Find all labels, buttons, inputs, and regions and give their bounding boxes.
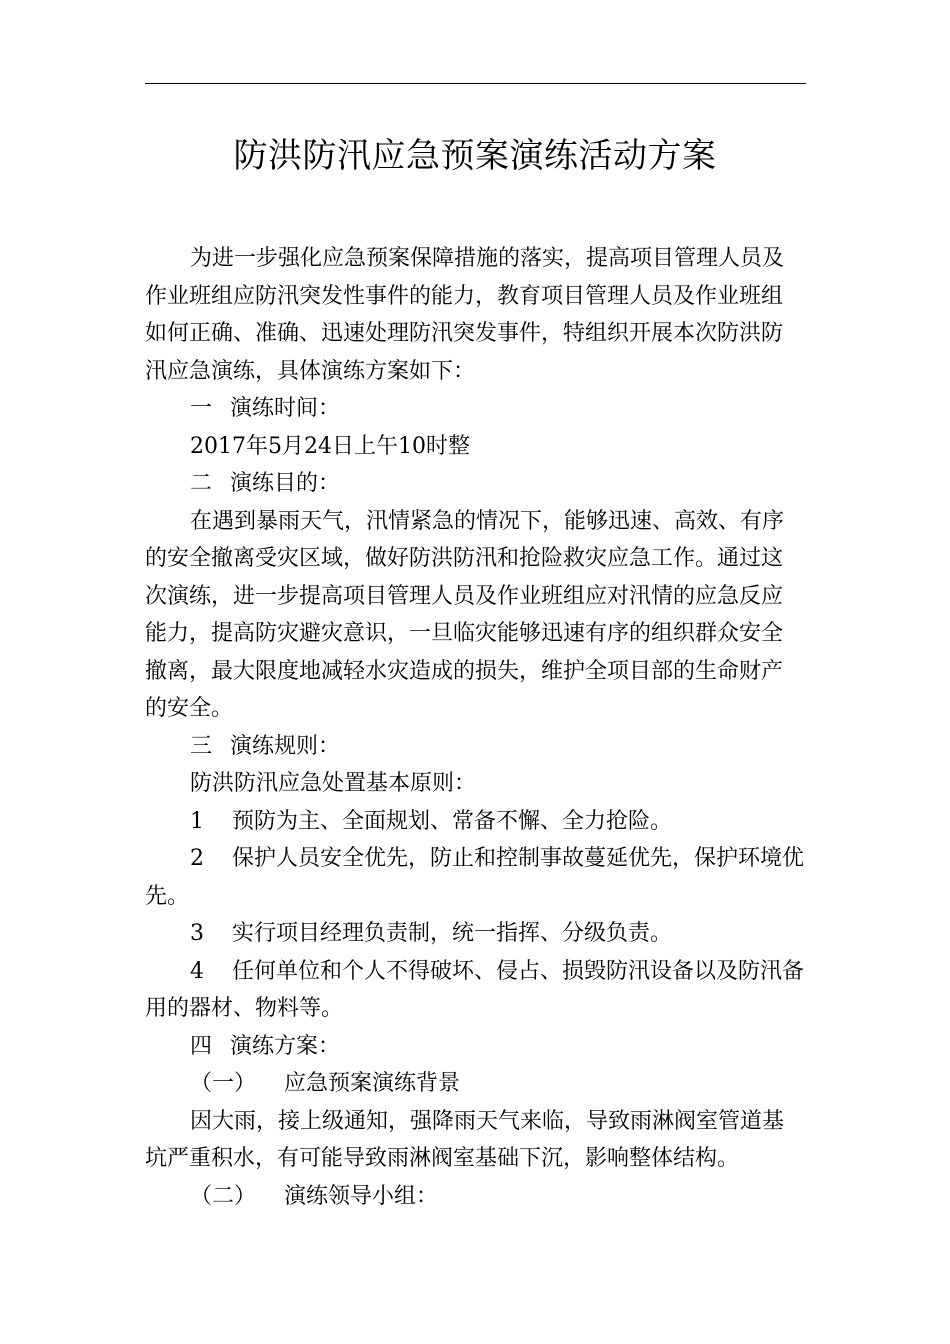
- rule-text: 预防为主、全面规划、常备不懈、全力抢险。: [232, 808, 673, 834]
- rule-number: 2: [190, 846, 204, 871]
- section-1-heading: [145, 390, 808, 428]
- rule-item: [145, 915, 808, 953]
- section-number: 三: [190, 733, 213, 759]
- intro-line: 如何正确、准确、迅速处理防汛突发事件，特组织开展本次防洪防: [145, 321, 784, 346]
- rule-text: 保护人员安全优先，防止和控制事故蔓延优先，保护环境优: [232, 846, 805, 871]
- rule-text: 任何单位和个人不得破坏、侵占、损毁防汛设备以及防汛备: [232, 958, 805, 984]
- intro-line: 汛应急演练，具体演练方案如下：: [145, 358, 476, 384]
- intro-line: 为进一步强化应急预案保障措施的落实，提高项目管理人员及: [190, 246, 785, 271]
- section-3-heading: [145, 728, 808, 766]
- section-number: 一: [190, 396, 213, 421]
- principle-heading: 防洪防汛应急处置基本原则：: [190, 771, 477, 796]
- document-body: [145, 240, 808, 1215]
- subsection-number: （一）: [190, 1071, 257, 1096]
- section-4-heading: [145, 1028, 808, 1066]
- rule-number: 1: [190, 808, 204, 834]
- rule-item: [145, 840, 808, 878]
- intro-line: 作业班组应防汛突发性事件的能力，教育项目管理人员及作业班组: [145, 283, 784, 309]
- document-title: 防洪防汛应急预案演练活动方案: [233, 136, 717, 176]
- rule-text-continued: 先。: [145, 883, 190, 909]
- rule-text-continued: 用的器材、物料等。: [145, 996, 344, 1021]
- section-title: 演练规则：: [230, 733, 341, 759]
- purpose-line: 的安全。: [145, 696, 234, 721]
- header-rule: [145, 83, 806, 84]
- purpose-line: 的安全撤离受灾区域，做好防洪防汛和抢险救灾应急工作。通过这: [145, 546, 784, 571]
- section-number: 二: [190, 471, 213, 496]
- rule-item: [145, 953, 808, 991]
- section-title: 演练目的：: [230, 471, 341, 496]
- rule-number: 3: [190, 921, 204, 946]
- rule-text: 实行项目经理负责制，统一指挥、分级负责。: [232, 921, 673, 946]
- subsection-1-heading: [145, 1065, 808, 1103]
- subsection-number: （二）: [190, 1183, 257, 1209]
- purpose-line: 能力，提高防灾避灾意识，一旦临灾能够迅速有序的组织群众安全: [145, 621, 784, 646]
- background-line: 因大雨，接上级通知，强降雨天气来临，导致雨淋阀室管道基: [190, 1108, 785, 1134]
- subsection-2-heading: [145, 1178, 808, 1216]
- section-title: 演练方案：: [230, 1033, 341, 1059]
- drill-time-value: 2017年5月24日上午10时整: [190, 433, 470, 459]
- purpose-line: 在遇到暴雨天气，汛情紧急的情况下，能够迅速、高效、有序: [190, 508, 785, 534]
- section-number: 四: [190, 1033, 213, 1059]
- section-2-heading: [145, 465, 808, 503]
- background-line: 坑严重积水，有可能导致雨淋阀室基础下沉，影响整体结构。: [145, 1146, 740, 1171]
- section-title: 演练时间：: [230, 396, 341, 421]
- purpose-line: 撤离，最大限度地减轻水灾造成的损失，维护全项目部的生命财产: [145, 658, 784, 684]
- rule-item: [145, 803, 808, 841]
- rule-number: 4: [190, 958, 204, 984]
- purpose-line: 次演练，进一步提高项目管理人员及作业班组应对汛情的应急反应: [145, 583, 784, 609]
- subsection-title: 应急预案演练背景: [284, 1071, 461, 1096]
- subsection-title: 演练领导小组：: [284, 1183, 439, 1209]
